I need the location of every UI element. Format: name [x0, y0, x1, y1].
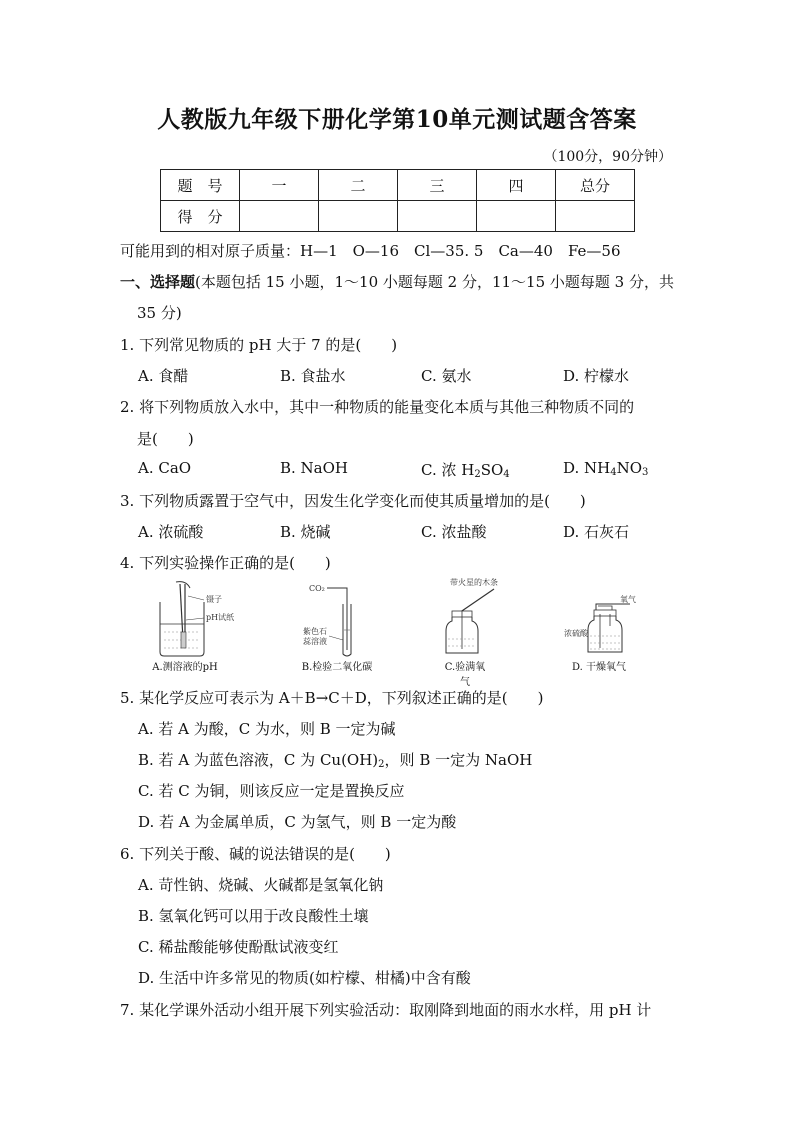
- q3-option-b: B. 烧碱: [280, 523, 331, 541]
- score-cell: 四: [477, 170, 556, 201]
- score-table-score-row: [161, 201, 635, 232]
- score-cell: 一: [240, 170, 319, 201]
- question-6-stem: 6. 下列关于酸、碱的说法错误的是( ): [120, 845, 391, 863]
- score-cell: 三: [398, 170, 477, 201]
- q2-option-d: D. $NH_4NO_3$: [563, 459, 649, 478]
- q2-option-b: B. NaOH: [280, 459, 349, 477]
- question-7-stem: 7. 某化学课外活动小组开展下列实验活动：取刚降到地面的雨水水样，用 pH 计: [120, 1001, 652, 1019]
- section-title: 一、选择题: [120, 273, 196, 291]
- figure-c-drawing: [440, 575, 530, 658]
- question-2-stem-cont: 是( ): [137, 430, 194, 448]
- q1-option-a: A. 食醋: [138, 367, 189, 385]
- q6-option-a: A. 苛性钠、烧碱、火碱都是氢氧化钠: [138, 876, 384, 894]
- q5-option-c: C. 若 C 为铜，则该反应一定是置换反应: [138, 782, 405, 800]
- score-blank-cell[interactable]: [556, 201, 635, 232]
- figure-c-caption: C.验满氧气: [444, 662, 486, 688]
- figure-c: [440, 575, 530, 688]
- figure-a-label-2: pH试纸: [206, 613, 235, 622]
- q3-option-c: C. 浓盐酸: [421, 523, 487, 541]
- q5-option-b: B. 若 A 为蓝色溶液，C 为 $Cu(OH)_2$，则 B 一定为 NaOH: [138, 751, 533, 770]
- q6-option-d: D. 生活中许多常见的物质(如柠檬、柑橘)中含有酸: [138, 969, 471, 987]
- figure-d-drawing: [564, 592, 664, 658]
- q5-option-d: D. 若 A 为金属单质，C 为氢气，则 B 一定为酸: [138, 813, 457, 831]
- q1-option-b: B. 食盐水: [280, 367, 346, 385]
- q2-option-a: A. CaO: [138, 459, 192, 477]
- figure-a-label-1: 镊子: [206, 595, 222, 604]
- question-3-stem: 3. 下列物质露置于空气中，因发生化学变化而使其质量增加的是( ): [120, 492, 586, 510]
- score-blank-cell[interactable]: [319, 201, 398, 232]
- q3-option-a: A. 浓硫酸: [138, 523, 204, 541]
- q2-option-c: C. 浓 $H_2SO_4$: [421, 461, 510, 480]
- score-blank-cell[interactable]: [477, 201, 556, 232]
- q5-option-a: A. 若 A 为酸，C 为水，则 B 一定为碱: [138, 720, 396, 738]
- question-1-stem: 1. 下列常见物质的 pH 大于 7 的是( ): [120, 336, 398, 354]
- figure-d: [564, 592, 664, 673]
- q1-option-c: C. 氨水: [421, 367, 472, 385]
- q6-option-c: C. 稀盐酸能够使酚酞试液变红: [138, 938, 339, 956]
- figure-d-label-2: 浓硫酸: [564, 629, 588, 638]
- q3-option-d: D. 石灰石: [563, 523, 630, 541]
- figure-b-drawing: [297, 580, 387, 658]
- question-4-stem: 4. 下列实验操作正确的是( ): [120, 554, 331, 572]
- figure-a: [150, 580, 250, 673]
- figure-b-label-3: 蕊溶液: [303, 637, 327, 646]
- question-2-stem: 2. 将下列物质放入水中，其中一种物质的能量变化本质与其他三种物质不同的: [120, 398, 635, 416]
- score-table-header-row: [161, 170, 635, 201]
- page-title: 人教版九年级下册化学第10单元测试题含答案: [157, 106, 637, 133]
- section-desc-cont: 35 分): [137, 304, 182, 322]
- figure-d-label-1: 氧气: [620, 595, 636, 604]
- figure-a-caption: A.测溶液的pH: [152, 662, 218, 673]
- score-cell: 题 号: [161, 170, 240, 201]
- atomic-masses: 可能用到的相对原子质量：H—1 O—16 Cl—35. 5 Ca—40 Fe—56: [120, 242, 621, 260]
- figure-b: [297, 580, 387, 673]
- q6-option-b: B. 氢氧化钙可以用于改良酸性土壤: [138, 907, 369, 925]
- figure-b-caption: B.检验二氧化碳: [301, 662, 373, 673]
- section-desc: (本题包括 15 小题，1～10 小题每题 2 分，11～15 小题每题 3 分，共: [195, 273, 674, 291]
- score-table: [160, 169, 635, 232]
- section-heading: [120, 271, 674, 292]
- score-cell: 总分: [556, 170, 635, 201]
- score-cell: 得 分: [161, 201, 240, 232]
- time-note: （100分，90分钟）: [543, 149, 672, 165]
- figure-a-drawing: [150, 580, 250, 658]
- score-blank-cell[interactable]: [398, 201, 477, 232]
- figure-b-label-1: CO₂: [309, 584, 325, 593]
- score-blank-cell[interactable]: [240, 201, 319, 232]
- figure-b-label-2: 紫色石: [303, 627, 327, 636]
- figure-d-caption: D. 干燥氧气: [571, 662, 627, 673]
- question-5-stem: 5. 某化学反应可表示为 A＋B→C＋D，下列叙述正确的是( ): [120, 689, 544, 707]
- figure-c-label-1: 带火星的木条: [450, 578, 498, 587]
- score-cell: 二: [319, 170, 398, 201]
- q1-option-d: D. 柠檬水: [563, 367, 630, 385]
